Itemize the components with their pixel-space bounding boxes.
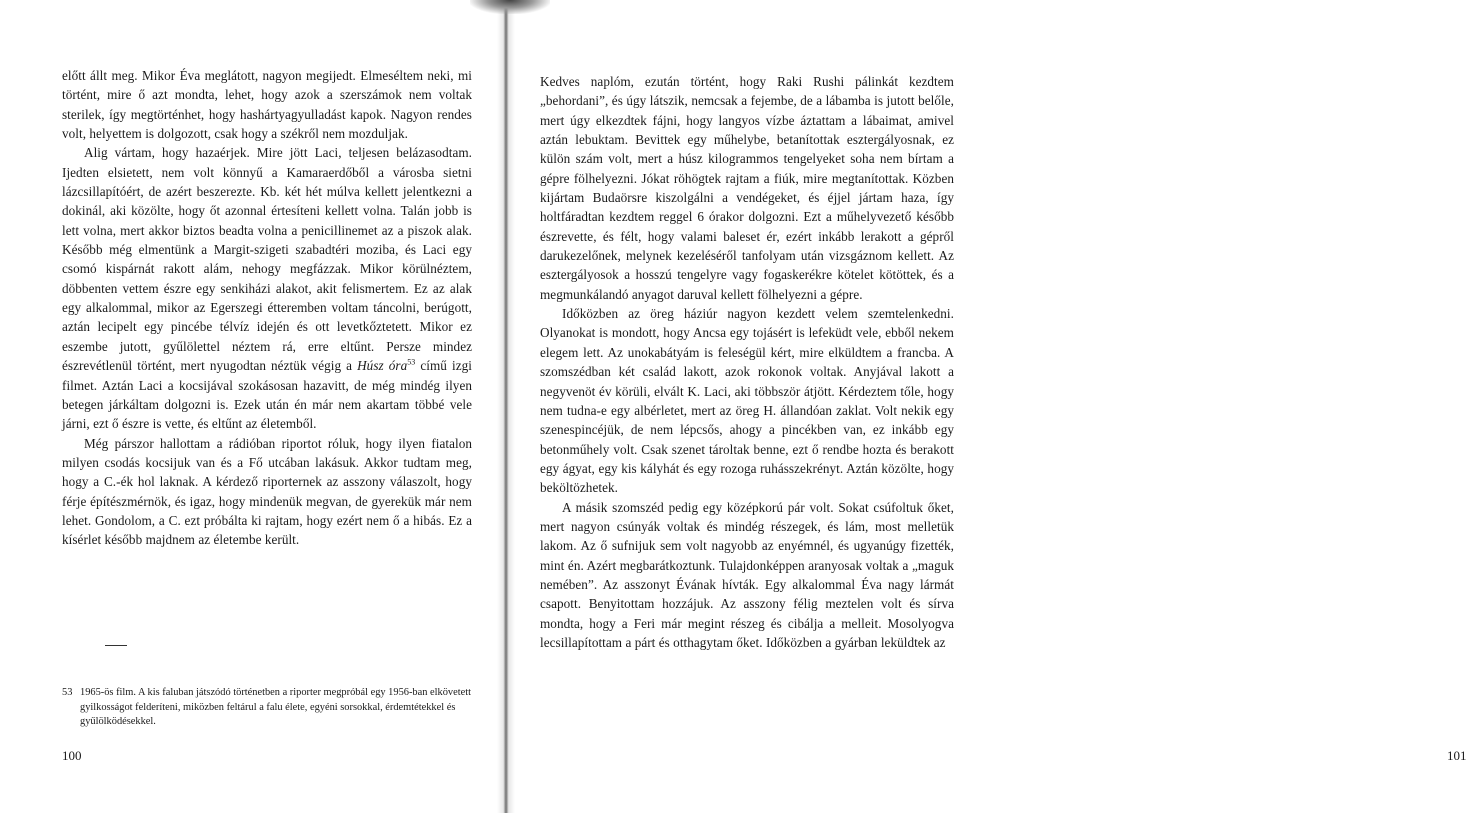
paragraph [62,66,472,143]
paragraph [540,304,954,497]
text-run: Kedves naplóm, ezután történt, hogy Raki Rushi pálinkát kezdtem „behordani”, és úgy látszik, nemcsak a fejembe, de a lábamba is jutott belőle, mert úgy elkezdtek fájni, hogy langyos vízbe áztattam a lábaimat, amivel aztán lebuktam. Bevittek egy műhelybe, betanítottak esztergályosnak, ez külön szám volt, mert a húsz kilogrammos tengelyeket soha nem bírtam a gépre fölhelyezni. Jókat röhögtek rajtam a fiúk, mire megtanítottak. Közben kijártam Budaörsre kiszolgálni a vendégeket, és éjjel jártam haza, így holtfáradtan kezdtem reggel 6 órakor dolgozni. Ezt a műhelyvezető később észrevette, és félt, hogy valami baleset ér, ezért inkább lerakott a gépről darukezelőnek, melynek kezeléséről tanfolyam után vizsgáznom kellett. Az esztergályosok a hosszú tengelyre vagy fogaskerékre kötelet kötöttek, és a megmunkálandó anyagot daruval kellett fölhelyezni a gépre. [540,74,954,302]
page-number-right: 101 [1447,748,1467,763]
paragraph [540,498,954,653]
text-run: című izgi filmet. Aztán Laci a kocsijával szokásosan hazavitt, de még mindég ilyen betegen járkáltam dolgozni is. Ezek után én már nem akartam többé vele járni, ezt ő észre is vette, és eltűnt az életemből. [62,358,472,432]
page-number-left: 100 [62,748,82,763]
footnote-reference: 53 [407,357,416,367]
paragraph [62,143,472,433]
text-run: Még párszor hallottam a rádióban riportot róluk, hogy ilyen fiatalon milyen csodás kocsijuk van és a Fő utcában lakásuk. Akkor tudtam meg, hogy a C.-ék hol laknak. A kérdező riporternek az asszony válaszolt, hogy férje építészmérnök, és igaz, hogy mindenük megvan, de gyerekük már nem lehet. Gondolom, a C. ezt próbálta ki rajtam, hogy ezért nem ő a hibás. Ez a kísérlet később majdnem az életembe került. [62,435,472,548]
paragraph [62,434,472,550]
italic-title: Húsz óra [357,358,408,374]
text-run: Alig vártam, hogy hazaérjek. Mire jött Laci, teljesen belázasodtam. Ijedten elsietett, nem volt könnyű a Kamaraerdőből a városba sietni lázcsillapítóért, de azért beszerezte. Kb. két hét múlva kellett jelentkezni a dokinál, aki közölte, hogy őt azonnal értesíteni kellett volna. Talán jobb is lett volna, mert akkor biztos beadta volna a penicillinemet az a piszok alak. Később még elmentünk a Margit-szigeti szabadtéri moziba, és Laci egy csomó kispárnát rakott alám, nehogy megfázzak. Mikor körülnéztem, döbbenten vettem észre egy senkiházi alakot, akit felismertem. Ez az alak egy alkalommal, mikor az Egerszegi étteremben voltam táncolni, berúgott, aztán lecipelt egy pincébe télvíz idején és ott levetkőztetett. Mikor ez eszembe jutott, gyűlölettel néztem rá, erre eltűnt. Persze mindez észrevétlenül történt, mert nyugodtan néztük végig a [62,145,472,374]
footnote-text: 1965-ös film. A kis faluban játszódó történetben a riporter megpróbál egy 1956-ban elkövetett gyilkosságot felderíteni, miközben feltárul a falu élete, egyéni sorsokkal, érdemtétekkel és gyűlölködésekkel. [80,687,471,728]
footnote-number: 53 [62,687,73,698]
footnote-separator [105,645,127,646]
paragraph [540,72,954,304]
footnote [62,686,472,730]
left-page [0,0,505,813]
left-page-body [62,66,472,550]
text-run: Időközben az öreg háziúr nagyon kezdett velem szemtelenkedni. Olyanokat is mondott, hogy Ancsa egy tojásért is lefeküdt vele, ebből nekem elegem lett. Az unokabátyám is feleségül kért, mire elküldtem a francba. A szomszédban két család lakott, azok rokonok voltak. Anyjával lakott a negyvenöt év körüli, elvált K. Laci, aki többször átjött. Kérdeztem tőle, hogy nem tudna-e egy albérletet, mert az öreg H. állandóan zaklat. Volt nekik egy szenespincéjük, de nem lépcsős, ahogy a pincékben van, ez inkább egy betonműhely volt. Csak szenet tároltak benne, ezt ő rendbe hozta és berakott egy ágyat, egy kis kályhát és egy rozoga ruhásszekrényt. Aztán közölte, hogy beköltözhetek. [540,306,954,496]
text-run: A másik szomszéd pedig egy középkorú pár volt. Sokat csúfoltuk őket, mert nagyon csúnyák voltak és mindég részegek, és lám, most melletük lakom. Az ő sufnijuk sem volt nagyobb az enyémnél, és ugyanúgy fizették, mint én. Azért megbarátkoztunk. Tulajdonképpen aranyosak voltak a „maguk nemében”. Az asszonyt Évának hívták. Egy alkalommal Éva nagy lármát csapott. Benyitottam hozzájuk. Az asszony félig meztelen volt és sírva mondta, hogy a Feri már megint részeg és cibálja a melleit. Mosolyogva lecsillapítottam a párt és otthagytam őket. Időközben a gyárban leküldtek az [540,499,954,650]
text-run: előtt állt meg. Mikor Éva meglátott, nagyon megijedt. Elmeséltem neki, mi történt, mire ő azt mondta, lehet, hogy azok a szerszámok nem voltak sterilek, így megtörténhet, hogy hashártyagyulladást kapok. Nagyon rendes volt, helyettem is dolgozott, csak hogy a székről nem mozduljak. [62,68,472,142]
right-page-body [540,72,954,652]
